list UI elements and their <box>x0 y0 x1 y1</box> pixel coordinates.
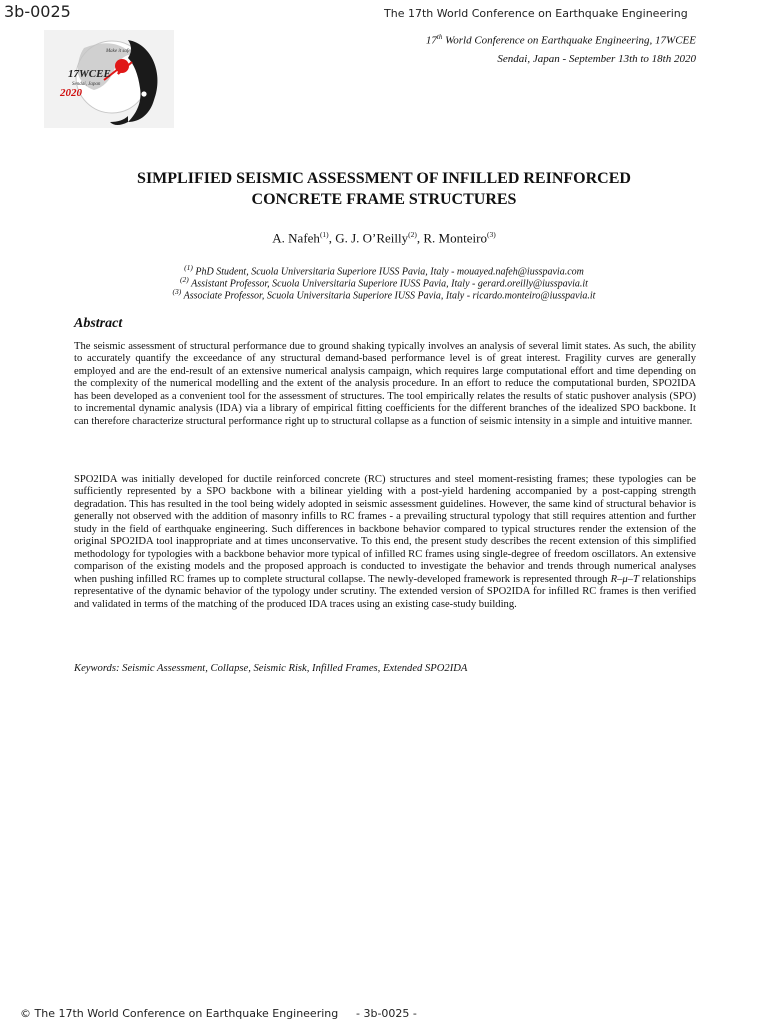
conference-name-text: World Conference on Earthquake Engineering, 17WCEE <box>442 34 696 47</box>
conference-ordinal: 17 <box>425 34 437 47</box>
affiliation-text: Associate Professor, Scuola Universitaria Superiore IUSS Pavia, Italy - ricardo.monteiro@iusspavia.it <box>181 290 596 302</box>
footer-copyright: © The 17th World Conference on Earthquake Engineering <box>20 1007 339 1020</box>
author-mark: (3) <box>486 230 496 239</box>
author-mark: (2) <box>408 230 417 239</box>
logo-year: 2020 <box>60 87 82 99</box>
affiliation-text: Assistant Professor, Scuola Universitaria Superiore IUSS Pavia, Italy - gerard.oreilly@iusspavia.it <box>188 278 588 290</box>
abstract-paragraph-2-text: SPO2IDA was initially developed for ductile reinforced concrete (RC) structures and steel moment-resisting frames; these typologies can be sufficiently represented by a SPO backbone with a bilinear yielding with a post-yield hardening accompanied by a post-capping strength degradation. This has resulted in the tool being widely adopted in seismic assessment guidelines. However, the same kind of structural behavior is generally not observed with the addition of masonry infills to RC frames - a prevailing structural typology that still requires attention and further study in the field of earthquake engineering. Such differences in backbone behavior compared to typical structures render the extension of the original SPO2IDA tool inappropriate and at times unconservative. To this end, the present study describes the recent extension of this simplified methodology for typologies with a backbone behavior more typical of infilled RC frames using single-degree of freedom oscillators. An extensive comparison of the existing models and the proposed approach is conducted to investigate the behavior and trends through numerical analyses when pushing infilled RC frames up to complete structural collapse. The newly-developed framework is represented through <box>74 474 696 585</box>
abstract-paragraph-1: The seismic assessment of structural performance due to ground shaking typically involves an analysis of several limit states. As such, the ability to accurately quantify the exceedance of any structural demand-based performance level is of great interest. Fragility curves are generally employed and are the end-result of an extensive numerical analysis campaign, which requires large computational effort and time depending on the complexity of the numerical modelling and the extent of the analysis procedure. In an effort to reduce the computational burden, SPO2IDA has been developed as a convenient tool for the assessment of structures. The tool empirically relates the results of static pushover analysis (SPO) to incremental dynamic analysis (IDA) via a library of empirical fitting coefficients for the different branches of the idealized SPO backbone. It can therefore characterize structural performance right up to structural collapse as a function of seismic intensity in a simple and intuitive manner. <box>74 341 696 427</box>
author-name: A. Nafeh <box>272 230 320 246</box>
affiliation-text: PhD Student, Scuola Universitaria Superiore IUSS Pavia, Italy - mouayed.nafeh@iusspavia.com <box>192 266 584 278</box>
affiliation-mark: (3) <box>172 287 182 296</box>
affiliation-3 <box>60 287 708 301</box>
conference-logo <box>44 30 174 128</box>
author-list <box>60 230 708 246</box>
logo-name: 17WCEE <box>68 68 111 80</box>
affiliation-mark: (2) <box>180 275 189 284</box>
paper-title-line-2: CONCRETE FRAME STRUCTURES <box>251 191 517 208</box>
author-mark: (1) <box>319 230 329 239</box>
paper-title-line-1: SIMPLIFIED SEISMIC ASSESSMENT OF INFILLED REINFORCED <box>137 170 631 187</box>
r-mu-t-term: R–μ–T <box>610 573 639 585</box>
paper-id: 3b-0025 <box>4 2 71 21</box>
abstract-heading: Abstract <box>74 316 123 331</box>
logo-tagline: Make it safer <box>106 49 133 54</box>
abstract-paragraph-2 <box>74 474 696 611</box>
author-separator: , <box>328 230 336 246</box>
author-separator: , <box>416 230 424 246</box>
affiliation-mark: (1) <box>184 263 193 272</box>
conference-name <box>426 33 696 47</box>
keywords: Keywords: Seismic Assessment, Collapse, Seismic Risk, Infilled Frames, Extended SPO2IDA <box>74 663 468 674</box>
author-name: G. J. O’Reilly <box>335 230 409 246</box>
footer-page-label: - 3b-0025 - <box>356 1007 417 1020</box>
author-name: R. Monteiro <box>423 230 487 246</box>
abstract-paragraph-2-text-end: relationships representative of the dynamic behavior of the typology under scrutiny. The extended version of SPO2IDA for infilled RC frames is then verified and validated in terms of the matching of the produced IDA traces using an existing case-study building. <box>74 573 696 610</box>
conference-banner: The 17th World Conference on Earthquake Engineering <box>384 7 688 20</box>
logo-location: Sendai, Japan <box>72 82 101 87</box>
paper-title <box>60 168 708 210</box>
conference-location-dates: Sendai, Japan - September 13th to 18th 2020 <box>497 53 696 65</box>
wcee-logo-graphic <box>44 30 174 128</box>
conference-ordinal-suffix: th <box>436 33 443 41</box>
